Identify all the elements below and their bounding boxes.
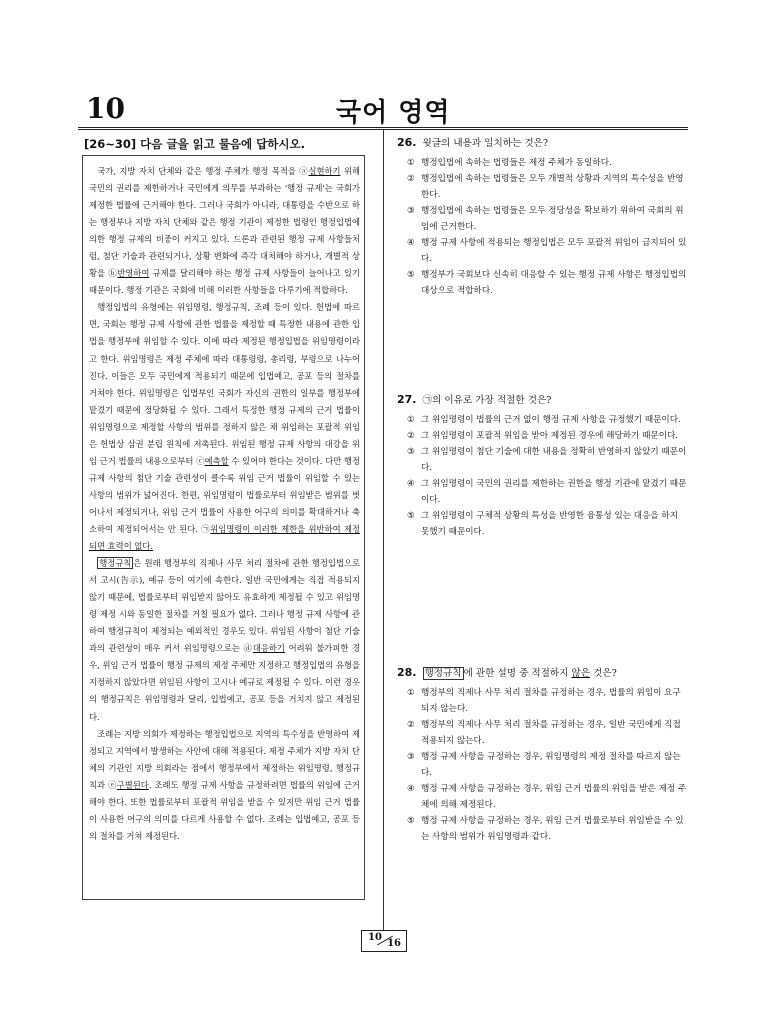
option-28-3[interactable]	[407, 749, 689, 781]
option-mark: ①	[407, 158, 415, 168]
option-27-3[interactable]	[407, 444, 689, 476]
option-mark: ④	[407, 784, 415, 794]
option-26-5[interactable]	[407, 267, 689, 299]
question-text-emphasis: 않은	[571, 668, 591, 679]
option-27-1[interactable]	[407, 412, 689, 428]
p1-text-b: 위해 국민의 권리를 제한하거나 국민에게 의무를 부과하는 '행정 규제'는 국회가 제정한 법률에 근거해야 한다. 그러나 국회가 아니라, 대통령을 수반으로 하는 행정부나 지방 자치 단체와 같은 행정 기관이 제정한 법령인 행정입법에 의한 행정 규제의 비중이 커지고 있다. 드론과 관련된 행정 규제 사항들처럼, 첨단 기술과 관련되거나, 상황 변화에 즉각 대처해야 하거나, 개별적 상황을	[89, 166, 360, 279]
option-mark: ①	[407, 688, 415, 698]
mark-g: ㉠	[201, 523, 211, 534]
question-28	[397, 665, 689, 845]
option-mark: ③	[407, 206, 415, 216]
option-27-4[interactable]	[407, 476, 689, 508]
p3-text-a: 은 원래 행정부의 직제나 사무 처리 절차에 관한 행정입법으로서 고시(告示), 예규 등이 여기에 속한다. 일반 국민에게는 직접 적용되지 않기 때문에, 법률로부터 위임받지 않아도 유효하게 제정될 수 있고 위임명령 제정 시와 동일한 절차를 거칠 필요가 없다. 그러나 행정 규제 사항에 관하여 행정규칙이 제정되는 예외적인 경우도 있다. 위임된 사항이 첨단 기술과의 관련성이 매우 커서 위임명령으로는	[89, 558, 360, 654]
word-e: 구별된다	[116, 779, 149, 790]
option-text: 행정부가 국회보다 신속히 대응할 수 있는 행정 규제 사항은 행정입법의 대상으로 적합하다.	[421, 270, 687, 296]
p4-text-b: . 조례도 행정 규제 사항을 규정하려면 법률의 위임에 근거해야 한다. 또한 법률로부터 포괄적 위임을 받을 수 있지만 위임 근거 법률이 사용한 어구의 의미를 다르게 사용할 수 없다. 조례는 입법예고, 공포 등의 절차를 거쳐 제정된다.	[89, 779, 360, 841]
option-27-2[interactable]	[407, 428, 689, 444]
option-text: 그 위임명령이 구체적 상황의 특성을 반영한 융통성 있는 대응을 하지 못했기 때문이다.	[421, 511, 679, 537]
p1-text-c: 규제를 달리해야 하는 행정 규제 사항들이 늘어나고 있기 때문이다. 행정 기관은 국회에 비해 이러한 사항들을 다루기에 적합하다.	[89, 268, 360, 296]
question-number: 27.	[397, 393, 417, 406]
boxed-term: 행정규칙	[424, 668, 462, 679]
option-text: 그 위임명령이 첨단 기술에 대한 내용을 정확히 반영하지 않았기 때문이다.	[421, 447, 687, 473]
option-mark: ⑤	[407, 511, 415, 521]
option-28-1[interactable]	[407, 685, 689, 717]
option-mark: ②	[407, 431, 415, 441]
word-c: 예측할	[204, 455, 229, 466]
passage-paragraph-1	[89, 163, 360, 299]
option-text: 행정부의 직제나 사무 처리 절차를 규정하는 경우, 일반 국민에게 직접 적용되지 않는다.	[421, 720, 681, 746]
p3-text-b: 어려워 불가피한 경우, 위임 근거 법률이 행정 규제의 제정 주체만 지정하고 행정입법의 유형을 지정하지 않았다면 위임된 사항이 고시나 예규로 제정될 수 있다. 이런 경우의 행정규칙은 위임명령과 달리, 입법예고, 공포 등을 거치지 않고 제정된다.	[89, 643, 360, 722]
question-text: 의 이유로 가장 적절한 것은?	[432, 395, 552, 406]
word-a: 실현하기	[308, 166, 341, 176]
option-26-4[interactable]	[407, 235, 689, 267]
option-mark: ③	[407, 447, 415, 457]
option-text: 행정부의 직제나 사무 처리 절차를 규정하는 경우, 법률의 위임이 요구되지 않는다.	[421, 688, 681, 714]
question-26-stem	[397, 135, 689, 152]
mark-c: ⓒ	[196, 455, 205, 466]
option-text: 그 위임명령이 국민의 권리를 제한하는 권한을 행정 기관에 맡겼기 때문이다.	[421, 479, 687, 505]
option-28-5[interactable]	[407, 813, 689, 845]
mark-d: ⓓ	[243, 643, 253, 654]
question-27	[397, 392, 689, 540]
question-text: 윗글의 내용과 일치하는 것은?	[422, 138, 549, 149]
page-number: 10	[86, 92, 125, 125]
sentence-g: 위임명령이 이러한 제한을 위반하여 제정되면 효력이 없다.	[89, 523, 360, 552]
question-text-b: 것은?	[590, 668, 617, 679]
mark-a: ⓐ	[299, 166, 309, 176]
passage-paragraph-4	[89, 726, 360, 845]
word-d: 대응하기	[252, 643, 285, 654]
total-pages: 16	[387, 938, 401, 949]
question-28-stem	[397, 665, 689, 682]
option-text: 행정 규제 사항을 규정하는 경우, 위임명령의 제정 절차를 따르지 않는다.	[421, 752, 681, 778]
option-mark: ①	[407, 415, 415, 425]
option-text: 그 위임명령이 포괄적 위임을 받아 제정된 경우에 해당하기 때문이다.	[421, 431, 679, 441]
option-text: 행정입법에 속하는 법령들은 모두 정당성을 확보하기 위하여 국회의 위임에 근거한다.	[421, 206, 684, 232]
subject-title: 국어 영역	[336, 98, 451, 128]
p4-text-a: 조례는 지방 의회가 제정하는 행정입법으로 지역의 특수성을 반영하여 제정되고 지역에서 발생하는 사안에 대해 적용된다. 제정 주체가 지방 자치 단체의 기관인 지방 의회라는 점에서 행정부에서 제정하는 위임명령, 행정규칙과	[89, 728, 360, 790]
option-text: 행정입법에 속하는 법령들은 제정 주체가 동일하다.	[421, 158, 612, 168]
question-number: 26.	[397, 136, 417, 149]
option-mark: ⑤	[407, 270, 415, 280]
option-26-1[interactable]	[407, 155, 689, 171]
mark-b: ⓑ	[108, 268, 118, 279]
option-text: 행정 규제 사항을 규정하는 경우, 위임 근거 법률의 위임을 받은 제정 주체에 의해 제정된다.	[421, 784, 687, 810]
word-b: 반영하여	[117, 268, 150, 279]
option-27-5[interactable]	[407, 508, 689, 540]
option-text: 행정입법에 속하는 법령들은 모두 개별적 상황과 지역의 특수성을 반영한다.	[421, 174, 684, 200]
question-number: 28.	[397, 666, 417, 679]
option-mark: ②	[407, 720, 415, 730]
option-26-3[interactable]	[407, 203, 689, 235]
p2-text-b: 수 있어야 한다는 것이다. 다만 행정 규제 사항의 첨단 기술 관련성이 클수록 위임 근거 법률이 위임할 수 있는 사항의 범위가 넓어진다. 한편, 위임명령이 법률로부터 위임받은 범위를 벗어나서 제정되거나, 위임 근거 법률이 사용한 어구의 의미를 확대하거나 축소하여 제정되어서는 안 된다.	[89, 455, 360, 534]
question-text-a: 에 관한 설명 중 적절하지	[463, 668, 572, 679]
p1-text-a: 국가, 지방 자치 단체와 같은 행정 주체가 행정 목적을	[97, 166, 300, 176]
question-26	[397, 135, 689, 299]
option-text: 그 위임명령이 법률의 근거 없이 행정 규제 사항을 규정했기 때문이다.	[421, 415, 681, 425]
option-text: 행정 규제 사항에 적용되는 행정입법은 모두 포괄적 위임이 금지되어 있다.	[421, 238, 687, 264]
mark-e: ⓔ	[108, 779, 117, 790]
passage-paragraph-3	[89, 555, 360, 725]
p2-text-a: 행정입법의 유형에는 위임명령, 행정규칙, 조례 등이 있다. 헌법에 따르면, 국회는 행정 규제 사항에 관한 법률을 제정할 때 특정한 내용에 관한 입법을 행정부에 위임할 수 있다. 이에 따라 제정된 행정입법을 위임명령이라고 한다. 위임명령은 제정 주체에 따라 대통령령, 총리령, 부령으로 나누어진다. 이들은 모두 국민에게 적용되기 때문에 입법예고, 공포 등의 절차를 거쳐야 한다. 위임명령은 입법부인 국회가 자신의 권한의 일부를 행정부에 맡겼기 때문에 정당화될 수 있다. 그래서 특정한 행정 규제의 근거 법률이 위임명령으로 제정할 사항의 범위를 정하지 않은 채 위임하는 포괄적 위임은 헌법상 삼권 분립 원칙에 저촉된다. 위임된 행정 규제 사항의 대강을 위임 근거 법률의 내용으로부터	[89, 302, 360, 466]
option-mark: ③	[407, 752, 415, 762]
option-mark: ⑤	[407, 816, 415, 826]
boxed-term: 행정규칙	[99, 558, 132, 569]
passage-paragraph-2	[89, 299, 360, 555]
option-mark: ④	[407, 238, 415, 248]
question-27-stem	[397, 392, 689, 409]
instruction: [26~30] 다음 글을 읽고 물음에 답하시오.	[84, 137, 305, 151]
option-26-2[interactable]	[407, 171, 689, 203]
option-mark: ④	[407, 479, 415, 489]
current-page: 10	[368, 932, 382, 943]
option-text: 행정 규제 사항을 규정하는 경우, 위임 근거 법률로부터 위임받을 수 있는 사항의 범위가 위임명령과 같다.	[421, 816, 684, 842]
column-divider	[383, 130, 384, 930]
page-indicator	[361, 930, 407, 952]
option-mark: ②	[407, 174, 415, 184]
question-mark: ㉠	[422, 395, 433, 406]
option-28-4[interactable]	[407, 781, 689, 813]
passage-box	[82, 155, 365, 900]
option-28-2[interactable]	[407, 717, 689, 749]
